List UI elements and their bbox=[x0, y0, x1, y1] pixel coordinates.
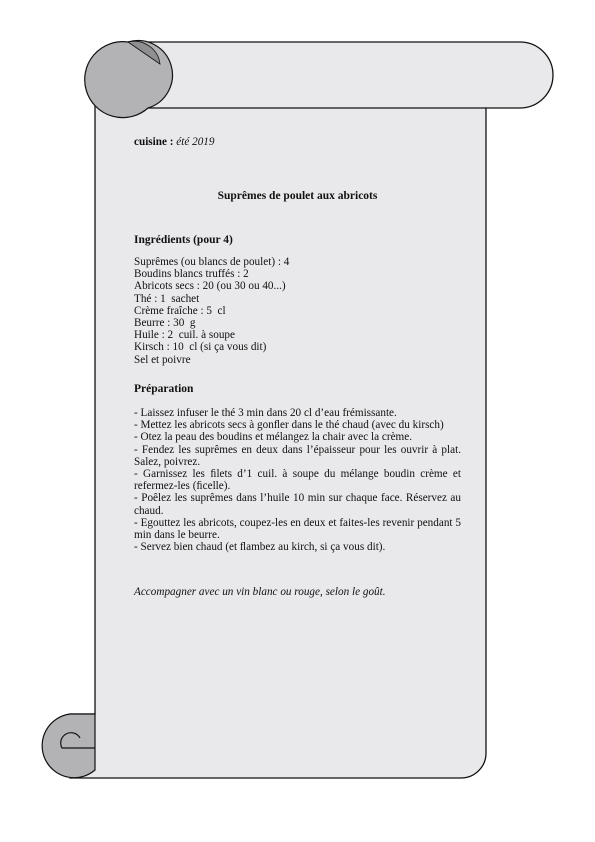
preparation-step: - Laissez infuser le thé 3 min dans 20 cl d’eau frémissante. bbox=[134, 407, 397, 419]
preparation-step: - Fendez les suprêmes en deux dans l’épaisseur pour les ouvrir à plat. Salez, poivrez. bbox=[134, 443, 461, 468]
preparation-step: - Mettez les abricots secs à gonﬂer dans le thé chaud (avec du kirsch) bbox=[134, 419, 444, 432]
preparation-steps bbox=[134, 407, 461, 553]
ingredient-item: Suprêmes (ou blancs de poulet) : 4 bbox=[134, 256, 290, 268]
preparation-step: - Poêlez les suprêmes dans l’huile 10 min sur chaque face. Réservez au chaud. bbox=[134, 492, 461, 517]
ingredient-item: Kirsch : 10 cl (si ça vous dit) bbox=[134, 341, 267, 354]
preparation-step: - Egouttez les abricots, coupez-les en deux et faites-les revenir pendant 5 min dans le beurre. bbox=[134, 516, 461, 542]
preparation-step: - Servez bien chaud (et ﬂambez au kirch, si ça vous dit). bbox=[134, 541, 386, 554]
preparation-heading: Préparation bbox=[134, 383, 194, 395]
ingredient-item: Thé : 1 sachet bbox=[134, 292, 200, 305]
serving-suggestion: Accompagner avec un vin blanc ou rouge, selon le goût. bbox=[134, 586, 386, 598]
recipe-title: Suprêmes de poulet aux abricots bbox=[217, 190, 378, 202]
ingredient-item: Sel et poivre bbox=[134, 353, 191, 366]
bottom-curl bbox=[42, 714, 95, 778]
preparation-step: - Garnissez les ﬁlets d’1 cuil. à soupe du mélange boudin crème et refermez-les (ﬁcelle). bbox=[134, 468, 461, 493]
category-value: été 2019 bbox=[176, 136, 215, 148]
preparation-step: - Otez la peau des boudins et mélangez la chair avec la crème. bbox=[134, 431, 412, 444]
ingredients-heading: Ingrédients (pour 4) bbox=[134, 234, 233, 246]
ingredient-item: Abricots secs : 20 (ou 30 ou 40...) bbox=[134, 280, 286, 293]
category-label: cuisine : bbox=[134, 136, 174, 148]
ingredient-item: Beurre : 30 g bbox=[134, 317, 196, 330]
category-line bbox=[134, 136, 461, 148]
ingredient-item: Boudins blancs truffés : 2 bbox=[134, 268, 249, 281]
ingredient-item: Crème fraîche : 5 cl bbox=[134, 304, 226, 317]
ingredients-list bbox=[134, 256, 461, 366]
ingredient-item: Huile : 2 cuil. à soupe bbox=[134, 329, 235, 342]
